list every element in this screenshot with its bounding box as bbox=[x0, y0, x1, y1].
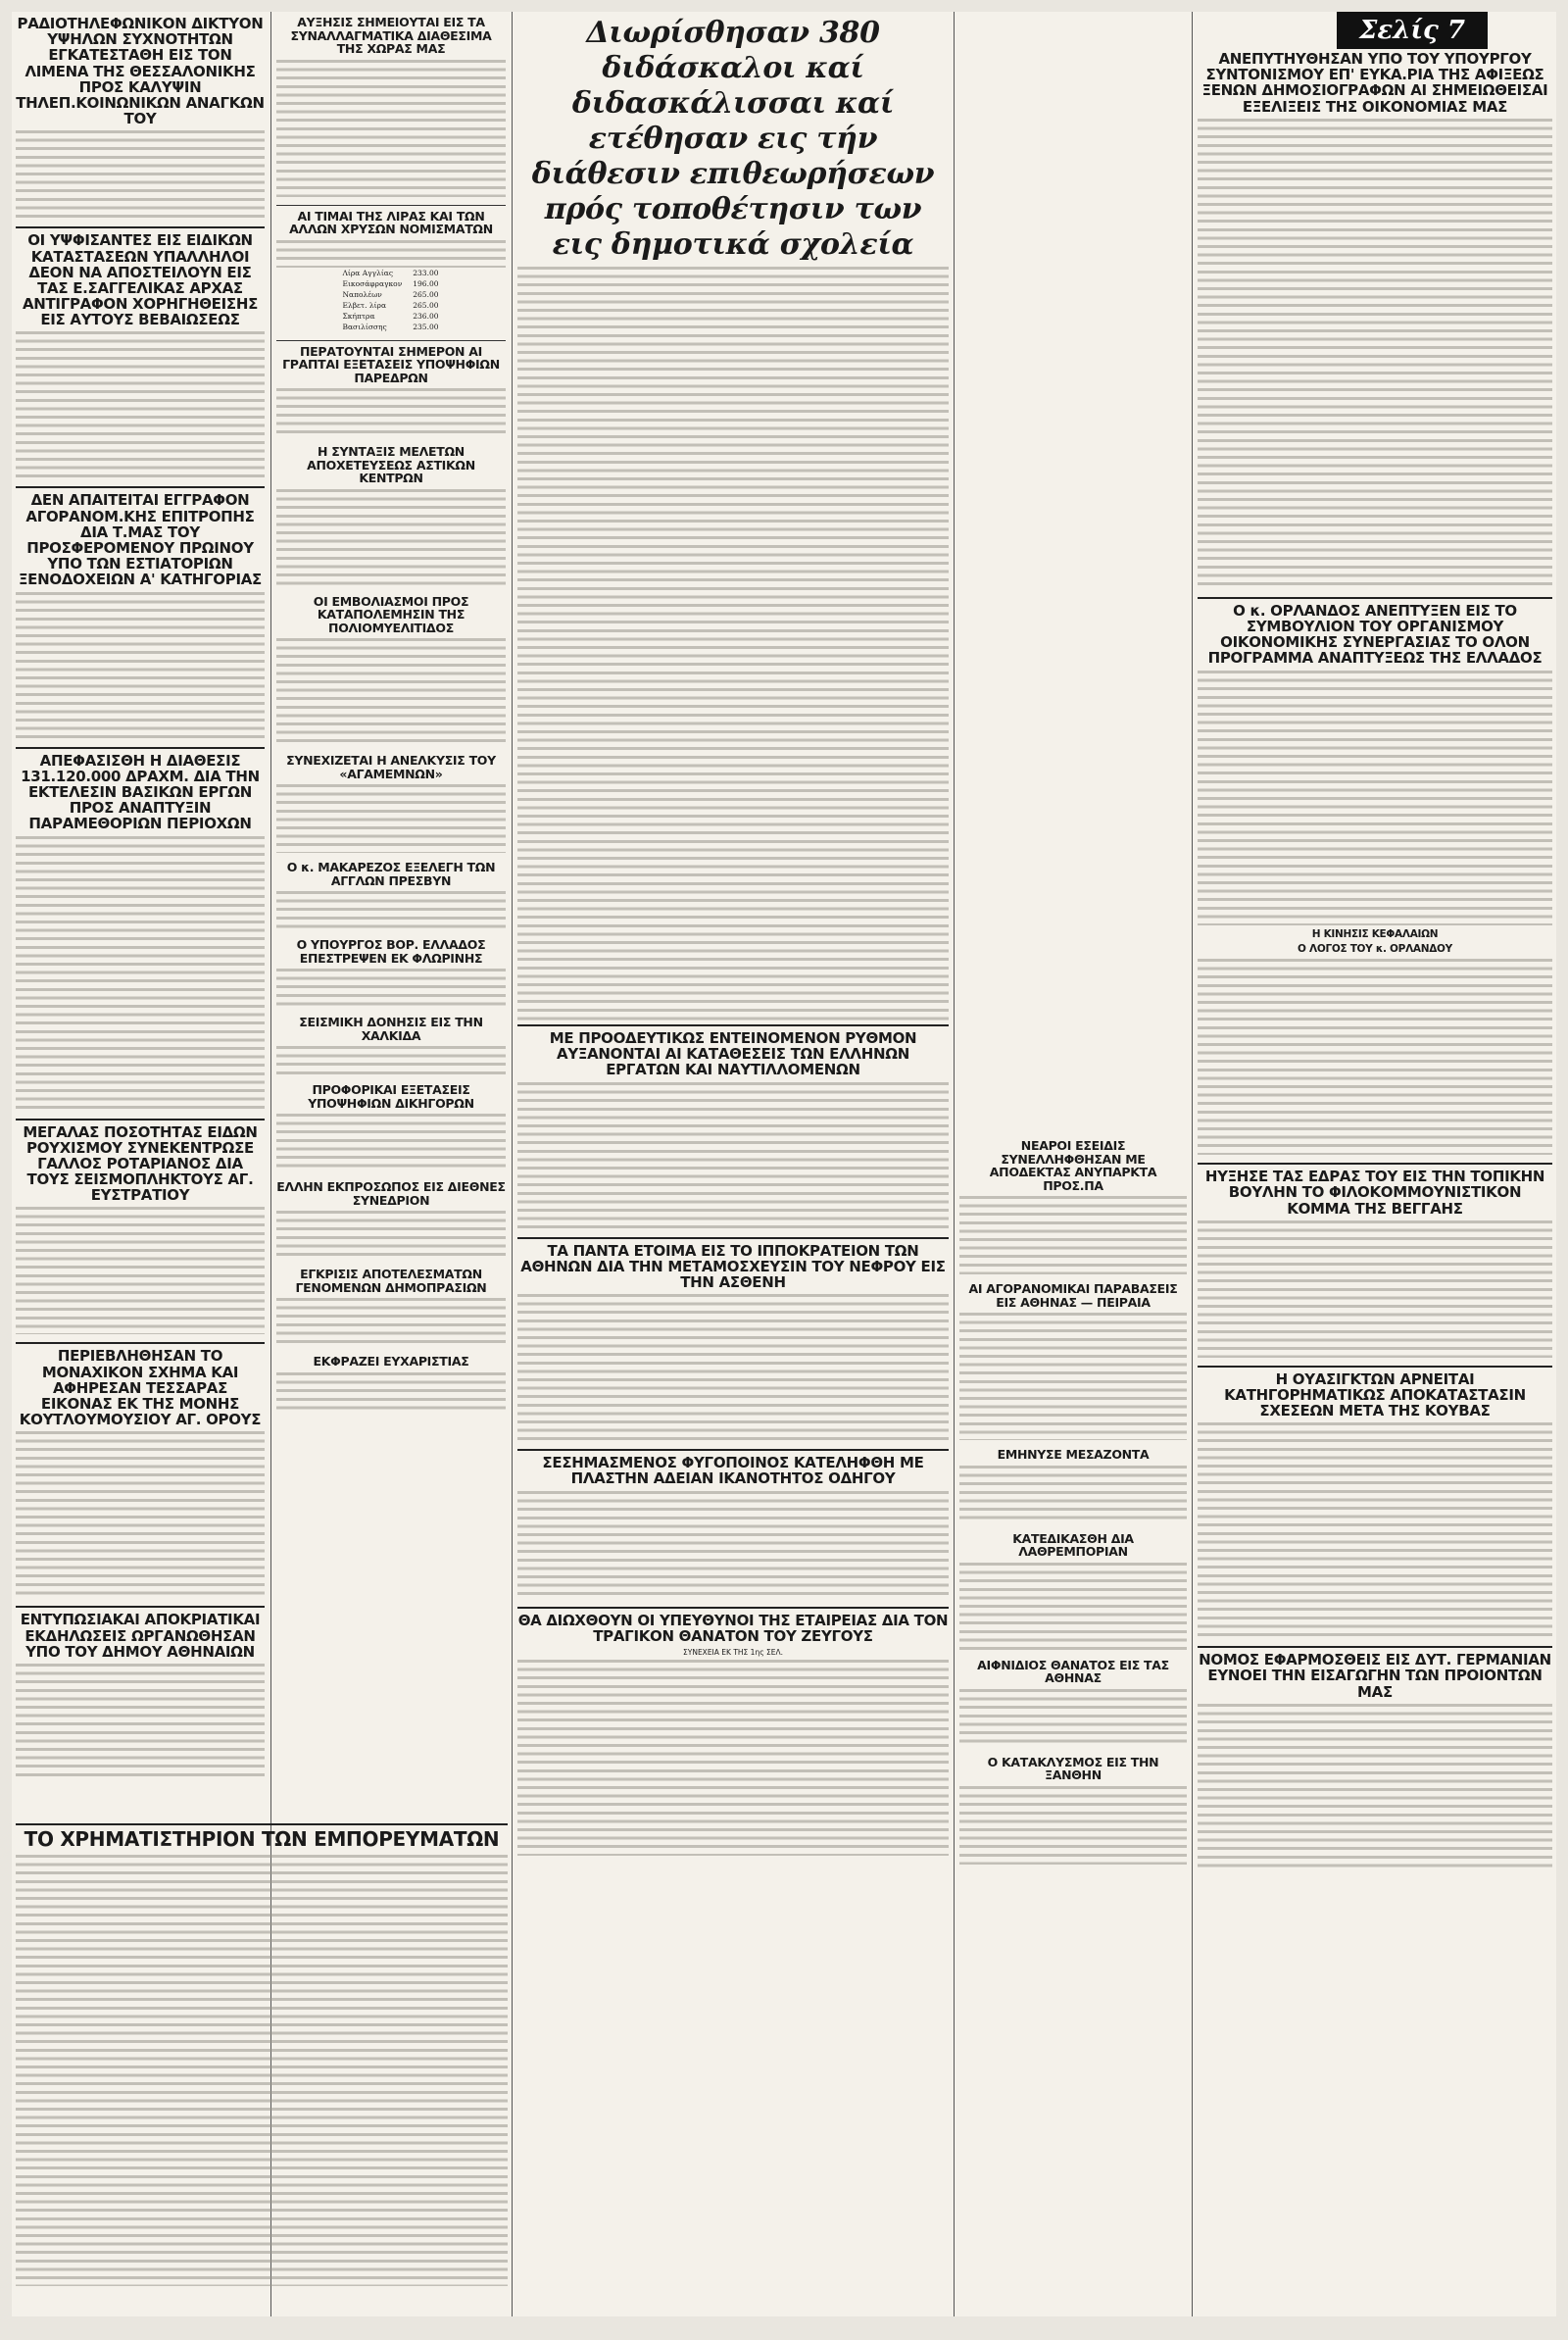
divider bbox=[1198, 1366, 1552, 1368]
headline: ΘΑ ΔΙΩΧΘΟΥΝ ΟΙ ΥΠΕΥΘΥΝΟΙ ΤΗΣ ΕΤΑΙΡΕΙΑΣ ΔΙΑ ΤΟΝ ΤΡΑΓΙΚΟΝ ΘΑΝΑΤΟΝ ΤΟΥ ΖΕΥΓΟΥΣ bbox=[517, 1611, 949, 1645]
article-body bbox=[1198, 959, 1552, 1155]
column-6 bbox=[1198, 12, 1552, 1878]
divider bbox=[16, 1119, 265, 1120]
newspaper-page bbox=[12, 12, 1556, 2316]
story-broker bbox=[959, 1448, 1187, 1524]
headline: ΤΟ ΧΡΗΜΑΤΙΣΤΗΡΙΟΝ ΤΩΝ ΕΜΠΟΡΕΥΜΑΤΩΝ bbox=[24, 1827, 500, 1851]
headline: Ο κ. ΜΑΚΑΡΕΖΟΣ ΕΞΕΛΕΓΗ ΤΩΝ ΑΓΓΛΩΝ ΠΡΕΣΒΥΝ bbox=[286, 860, 496, 888]
headline: ΕΝΤΥΠΩΣΙΑΚΑΙ ΑΠΟΚΡΙΑΤΙΚΑΙ ΕΚΔΗΛΩΣΕΙΣ ΩΡΓΑΝΩΘΗΣΑΝ ΥΠΟ ΤΟΥ ΔΗΜΟΥ ΑΘΗΝΑΙΩΝ bbox=[20, 1611, 261, 1661]
headline: ΕΚΦΡΑΖΕΙ ΕΥΧΑΡΙΣΤΙΑΣ bbox=[313, 1354, 469, 1369]
article-body bbox=[1198, 671, 1552, 925]
story-bengal bbox=[1198, 1169, 1552, 1358]
article-body bbox=[517, 1660, 949, 1856]
column-5 bbox=[959, 12, 1187, 1872]
column-rule bbox=[954, 12, 955, 2316]
story-florina bbox=[276, 938, 506, 1008]
article-body bbox=[16, 130, 265, 219]
headline: ΚΑΤΕΔΙΚΑΣΘΗ ΔΙΑ ΛΑΘΡΕΜΠΟΡΙΑΝ bbox=[1012, 1530, 1134, 1559]
divider bbox=[1198, 1646, 1552, 1648]
headline: ΑΙ ΤΙΜΑΙ ΤΗΣ ΛΙΡΑΣ ΚΑΙ ΤΩΝ ΑΛΛΩΝ ΧΡΥΣΩΝ ΝΟΜΙΣΜΑΤΩΝ bbox=[289, 208, 493, 236]
article-body bbox=[276, 891, 506, 930]
article-body bbox=[16, 1431, 265, 1598]
divider bbox=[517, 1024, 949, 1026]
story-orlandos bbox=[1198, 603, 1552, 1155]
headline: ΠΕΡΙΕΒΛΗΘΗΣΑΝ ΤΟ ΜΟΝΑΧΙΚΟΝ ΣΧΗΜΑ ΚΑΙ ΑΦΗΡΕΣΑΝ ΤΕΣΣΑΡΑΣ ΕΙΚΟΝΑΣ ΕΚ ΤΗΣ ΜΟΝΗΣ ΚΟΥΤΛΟΥΜΟΥΣΙΟΥ ΑΓ. ΟΡΟΥΣ bbox=[19, 1347, 262, 1429]
divider bbox=[517, 1607, 949, 1609]
headline: ΑΥΞΗΣΙΣ ΣΗΜΕΙΟΥΤΑΙ ΕΙΣ ΤΑ ΣΥΝΑΛΛΑΓΜΑΤΙΚΑ ΔΙΑΘΕΣΙΜΑ ΤΗΣ ΧΩΡΑΣ ΜΑΣ bbox=[290, 15, 492, 56]
column-rule bbox=[1192, 12, 1193, 2316]
story-xanthi-flood bbox=[959, 1756, 1187, 1865]
article-body bbox=[1198, 119, 1552, 589]
headline: ΝΟΜΟΣ ΕΦΑΡΜΟΣΘΕΙΣ ΕΙΣ ΔΥΤ. ΓΕΡΜΑΝΙΑΝ ΕΥΝΟΕΙ ΤΗΝ ΕΙΣΑΓΩΓΗΝ ΤΩΝ ΠΡΟΙΟΝΤΩΝ ΜΑΣ bbox=[1199, 1651, 1551, 1701]
article-body bbox=[276, 784, 506, 853]
story-reserves bbox=[276, 16, 506, 197]
headline: Η ΟΥΑΣΙΓΚΤΩΝ ΑΡΝΕΙΤΑΙ ΚΑΤΗΓΟΡΗΜΑΤΙΚΩΣ ΑΠΟΚΑΤΑΣΤΑΣΙΝ ΣΧΕΣΕΩΝ ΜΕΤΑ ΤΗΣ ΚΟΥΒΑΣ bbox=[1224, 1369, 1526, 1420]
headline: ΠΕΡΑΤΟΥΝΤΑΙ ΣΗΜΕΡΟΝ ΑΙ ΓΡΑΠΤΑΙ ΕΞΕΤΑΣΕΙΣ ΥΠΟΨΗΦΙΩΝ ΠΑΡΕΔΡΩΝ bbox=[282, 343, 500, 385]
column-1 bbox=[16, 12, 265, 1789]
story-auctions bbox=[276, 1268, 506, 1347]
article-body bbox=[276, 1372, 506, 1412]
article-body bbox=[517, 1491, 949, 1599]
article-body bbox=[16, 331, 265, 478]
article-body bbox=[517, 267, 949, 1021]
article-body bbox=[276, 969, 506, 1008]
article-body bbox=[276, 388, 506, 437]
story-cuba bbox=[1198, 1371, 1552, 1639]
divider bbox=[16, 1342, 265, 1344]
headline: ΔΕΝ ΑΠΑΙΤΕΙΤΑΙ ΕΓΓΡΑΦΟΝ ΑΓΟΡΑΝΟΜ.ΚΗΣ ΕΠΙΤΡΟΠΗΣ ΔΙΑ Τ.ΜΑΣ ΤΟΥ ΠΡΟΣΦΕΡΟΜΕΝΟΥ ΠΡΩΙΝΟΥ ΥΠΟ ΤΩΝ ΕΣΤΙΑΤΟΡΙΩΝ ΞΕΝΟΔΟΧΕΙΩΝ Α' ΚΑΤΗΓΟΡΙΑΣ bbox=[19, 491, 262, 589]
column-rule bbox=[512, 12, 513, 2316]
article-body bbox=[276, 1114, 506, 1172]
article-body bbox=[16, 836, 265, 1111]
divider bbox=[1198, 597, 1552, 599]
story-carnival bbox=[16, 1612, 265, 1781]
article-body bbox=[276, 1211, 506, 1260]
subheadline: Η ΚΙΝΗΣΙΣ ΚΕΦΑΛΑΙΩΝ bbox=[1311, 927, 1439, 940]
subheadline: Ο ΛΟΓΟΣ ΤΟΥ κ. ΟΡΛΑΝΔΟΥ bbox=[1298, 942, 1452, 955]
banner-headline: Διωρίσθησαν 380 διδάσκαλοι καί διδασκάλισσαι καί ετέθησαν εις τήν διάθεσιν επιθεωρήσεων πρός τοποθέτησιν των εις δημοτικά σχολεία bbox=[531, 16, 935, 262]
story-gold bbox=[276, 210, 506, 332]
story-journalists bbox=[1198, 51, 1552, 589]
story-smuggling bbox=[959, 1532, 1187, 1651]
story-fraud bbox=[959, 1139, 1187, 1274]
article-body bbox=[1198, 1220, 1552, 1358]
article-body bbox=[1198, 1422, 1552, 1638]
gold-price-row bbox=[342, 268, 439, 278]
article-body bbox=[959, 1689, 1187, 1748]
gold-price-row bbox=[342, 300, 439, 311]
headline: Ο κ. ΟΡΛΑΝΔΟΣ ΑΝΕΠΤΥΞΕΝ ΕΙΣ ΤΟ ΣΥΜΒΟΥΛΙΟΝ ΤΟΥ ΟΡΓΑΝΙΣΜΟΥ ΟΙΚΟΝΟΜΙΚΗΣ ΣΥΝΕΡΓΑΣΙΑΣ ΤΟ ΟΛΟΝ ΠΡΟΓΡΑΜΜΑ ΑΝΑΠΤΥΞΕΩΣ ΤΗΣ ΕΛΛΑΔΟΣ bbox=[1207, 601, 1543, 668]
headline: ΣΕΙΣΜΙΚΗ ΔΟΝΗΣΙΣ ΕΙΣ ΤΗΝ ΧΑΛΚΙΔΑ bbox=[299, 1015, 483, 1043]
story-lawyers bbox=[276, 1083, 506, 1172]
headline: ΑΙΦΝΙΔΙΟΣ ΘΑΝΑΤΟΣ ΕΙΣ ΤΑΣ ΑΘΗΝΑΣ bbox=[977, 1657, 1169, 1685]
story-hippocrateion bbox=[517, 1243, 949, 1442]
article-body bbox=[517, 1082, 949, 1229]
divider bbox=[276, 205, 506, 206]
coin-name: Εικοσάφραγκον bbox=[342, 278, 403, 288]
coin-price: 235.00 bbox=[413, 322, 439, 331]
article-body bbox=[16, 592, 265, 739]
headline: ΑΙ ΑΓΟΡΑΝΟΜΙΚΑΙ ΠΑΡΑΒΑΣΕΙΣ ΕΙΣ ΑΘΗΝΑΣ — ΠΕΙΡΑΙΑ bbox=[968, 1281, 1178, 1310]
headline: ΝΕΑΡΟΙ ΕΣΕΙΔΙΣ ΣΥΝΕΛΛΗΦΘΗΣΑΝ ΜΕ ΑΠΟΔΕΚΤΑΣ ΑΝΥΠΑΡΚΤΑ ΠΡΟΣ.ΠΑ bbox=[989, 1138, 1157, 1193]
headline: ΗΥΞΗΣΕ ΤΑΣ ΕΔΡΑΣ ΤΟΥ ΕΙΣ ΤΗΝ ΤΟΠΙΚΗΝ ΒΟΥΛΗΝ ΤΟ ΦΙΛΟΚΟΜΜΟΥΝΙΣΤΙΚΟΝ ΚΟΜΜΑ ΤΗΣ ΒΕΓΓΑΗΣ bbox=[1204, 1168, 1545, 1218]
headline: ΕΛΛΗΝ ΕΚΠΡΟΣΩΠΟΣ ΕΙΣ ΔΙΕΘΝΕΣ ΣΥΝΕΔΡΙΟΝ bbox=[276, 1179, 506, 1208]
article-body bbox=[276, 240, 506, 268]
headline: ΑΠΕΦΑΣΙΣΘΗ Η ΔΙΑΘΕΣΙΣ 131.120.000 ΔΡΑΧΜ. ΔΙΑ ΤΗΝ ΕΚΤΕΛΕΣΙΝ ΒΑΣΙΚΩΝ ΕΡΓΩΝ ΠΡΟΣ ΑΝΑΠΤΥΞΙΝ ΠΑΡΑΜΕΘΟΡΙΩΝ ΠΕΡΙΟΧΩΝ bbox=[21, 751, 260, 833]
coin-name: Βασιλίσσης bbox=[342, 322, 387, 331]
headline: ΣΕΣΗΜΑΣΜΕΝΟΣ ΦΥΓΟΠΟΙΝΟΣ ΚΑΤΕΛΗΦΘΗ ΜΕ ΠΛΑΣΤΗΝ ΑΔΕΙΑΝ ΙΚΑΝΟΤΗΤΟΣ ΟΔΗΓΟΥ bbox=[542, 1454, 924, 1488]
divider bbox=[517, 1237, 949, 1239]
coin-name: Λίρα Αγγλίας bbox=[342, 268, 394, 277]
gold-price-row bbox=[342, 322, 439, 332]
headline: ΡΑΔΙΟΤΗΛΕΦΩΝΙΚΟΝ ΔΙΚΤΥΟΝ ΥΨΗΛΩΝ ΣΥΧΝΟΤΗΤΩΝ ΕΓΚΑΤΕΣΤΑΘΗ ΕΙΣ ΤΟΝ ΛΙΜΕΝΑ ΤΗΣ ΘΕΣΣΑΛΟΝΙΚΗΣ ΠΡΟΣ ΚΑΛΥΨΙΝ ΤΗΛΕΠ.ΚΟΙΝΩΝΙΚΩΝ ΑΝΑΓΚΩΝ ΤΟΥ bbox=[16, 15, 265, 128]
headline: ΟΙ ΕΜΒΟΛΙΑΣΜΟΙ ΠΡΟΣ ΚΑΤΑΠΟΛΕΜΗΣΙΝ ΤΗΣ ΠΟΛΙΟΜΥΕΛΙΤΙΔΟΣ bbox=[313, 593, 469, 635]
article-body bbox=[517, 1294, 949, 1441]
article-body bbox=[276, 60, 506, 197]
coin-name: Ναπολέων bbox=[342, 289, 382, 299]
divider bbox=[16, 486, 265, 488]
gold-price-row bbox=[342, 311, 439, 322]
divider bbox=[16, 1606, 265, 1608]
story-employees bbox=[16, 232, 265, 478]
divider bbox=[16, 226, 265, 228]
coin-price: 196.00 bbox=[413, 278, 439, 288]
article-body bbox=[959, 1196, 1187, 1274]
story-thanks bbox=[276, 1355, 506, 1412]
headline: ΠΡΟΦΟΡΙΚΑΙ ΕΞΕΤΑΣΕΙΣ ΥΠΟΨΗΦΙΩΝ ΔΙΚΗΓΟΡΩΝ bbox=[308, 1082, 474, 1111]
article-body bbox=[16, 1664, 265, 1781]
article-body bbox=[16, 1207, 265, 1334]
article-body bbox=[1198, 1704, 1552, 1870]
story-breakfast bbox=[16, 492, 265, 738]
headline: ΤΑ ΠΑΝΤΑ ΕΤΟΙΜΑ ΕΙΣ ΤΟ ΙΠΠΟΚΡΑΤΕΙΟΝ ΤΩΝ ΑΘΗΝΩΝ ΔΙΑ ΤΗΝ ΜΕΤΑΜΟΣΧΕΥΣΙΝ ΤΟΥ ΝΕΦΡΟΥ ΕΙΣ ΤΗΝ ΑΣΘΕΝΗ bbox=[520, 1241, 946, 1291]
headline: ΟΙ ΥΨΦΙΣΑΝΤΕΣ ΕΙΣ ΕΙΔΙΚΩΝ ΚΑΤΑΣΤΑΣΕΩΝ ΥΠΑΛΛΗΛΟΙ ΔΕΟΝ ΝΑ ΑΠΟΣΤΕΙΛΟΥΝ ΕΙΣ ΤΑΣ Ε.ΣΑΓΓΕΛΙΚΑΣ ΑΡΧΑΣ ΑΝΤΙΓΡΑΦΟΝ ΧΟΡΗΓΗΘΕΙΣΗΣ ΕΙΣ ΑΥΤΟΥΣ ΒΕΒΑΙΩΣΕΩΣ bbox=[22, 231, 259, 329]
story-131m bbox=[16, 753, 265, 1111]
divider bbox=[16, 747, 265, 749]
story-deposits bbox=[517, 1030, 949, 1229]
story-congress bbox=[276, 1180, 506, 1260]
article-body bbox=[276, 1046, 506, 1075]
headline: ΣΥΝΕΧΙΖΕΤΑΙ Η ΑΝΕΛΚΥΣΙΣ ΤΟΥ «ΑΓΑΜΕΜΝΩΝ» bbox=[286, 753, 496, 781]
story-makarezos bbox=[276, 861, 506, 930]
story-polio bbox=[276, 595, 506, 747]
headline: ΕΜΗΝΥΣΕ ΜΕΣΑΖΟΝΤΑ bbox=[997, 1447, 1150, 1462]
story-rotarian bbox=[16, 1124, 265, 1335]
gold-price-row bbox=[342, 278, 439, 289]
story-germany bbox=[1198, 1652, 1552, 1870]
article-body bbox=[959, 1466, 1187, 1524]
story-radio-network bbox=[16, 16, 265, 219]
coin-name: Σκήπτρα bbox=[342, 311, 375, 321]
divider bbox=[1198, 1163, 1552, 1165]
headline: Η ΣΥΝΤΑΞΙΣ ΜΕΛΕΤΩΝ ΑΠΟΧΕΤΕΥΣΕΩΣ ΑΣΤΙΚΩΝ ΚΕΝΤΡΩΝ bbox=[307, 444, 475, 485]
headline: ΑΝΕΠΥΤΗΥΘΗΣΑΝ ΥΠΟ ΤΟΥ ΥΠΟΥΡΓΟΥ ΣΥΝΤΟΝΙΣΜΟΥ ΕΠ' ΕΥΚΑ.ΡΙΑ ΤΗΣ ΑΦΙΞΕΩΣ ΞΕΝΩΝ ΔΗΜΟΣΙΟΓΡΑΦΩΝ ΑΙ ΣΗΜΕΙΩΘΕΙΣΑΙ ΕΞΕΛΙΞΕΙΣ ΤΗΣ ΟΙΚΟΝΟΜΙΑΣ ΜΑΣ bbox=[1201, 50, 1548, 116]
story-fugitive bbox=[517, 1455, 949, 1598]
coin-price: 265.00 bbox=[413, 289, 439, 299]
divider bbox=[517, 1449, 949, 1451]
banner-story bbox=[517, 12, 949, 1864]
article-body bbox=[276, 1298, 506, 1347]
article-body bbox=[16, 1855, 508, 2286]
headline: ΜΕ ΠΡΟΟΔΕΥΤΙΚΩΣ ΕΝΤΕΙΝΟΜΕΝΟΝ ΡΥΘΜΟΝ ΑΥΞΑΝΟΝΤΑΙ ΑΙ ΚΑΤΑΘΕΣΕΙΣ ΤΩΝ ΕΛΛΗΝΩΝ ΕΡΓΑΤΩΝ ΚΑΙ ΝΑΥΤΙΛΛΟΜΕΝΩΝ bbox=[549, 1029, 917, 1079]
divider bbox=[16, 1823, 508, 1825]
headline: ΕΓΚΡΙΣΙΣ ΑΠΟΤΕΛΕΣΜΑΤΩΝ ΓΕΝΟΜΕΝΩΝ ΔΗΜΟΠΡΑΣΙΩΝ bbox=[295, 1267, 487, 1295]
gold-price-table bbox=[342, 268, 439, 332]
coin-price: 236.00 bbox=[413, 311, 439, 321]
article-body bbox=[959, 1313, 1187, 1440]
article-body bbox=[959, 1786, 1187, 1865]
coin-price: 233.00 bbox=[413, 268, 439, 277]
headline: ΜΕΓΑΛΑΣ ΠΟΣΟΤΗΤΑΣ ΕΙΔΩΝ ΡΟΥΧΙΣΜΟΥ ΣΥΝΕΚΕΝΤΡΩΣΕ ΓΑΛΛΟΣ ΡΟΤΑΡΙΑΝΟΣ ΔΙΑ ΤΟΥΣ ΣΕΙΣΜΟΠΛΗΚΤΟΥΣ ΑΓ. ΕΥΣΤΡΑΤΙΟΥ bbox=[23, 1122, 258, 1205]
story-sudden-death bbox=[959, 1659, 1187, 1748]
article-body bbox=[276, 489, 506, 587]
story-chalkida bbox=[276, 1016, 506, 1075]
story-exams bbox=[276, 345, 506, 438]
headline: Ο ΥΠΟΥΡΓΟΣ ΒΟΡ. ΕΛΛΑΔΟΣ ΕΠΕΣΤΡΕΨΕΝ ΕΚ ΦΛΩΡΙΝΗΣ bbox=[296, 937, 486, 966]
article-body bbox=[276, 638, 506, 746]
headline: Ο ΚΑΤΑΚΛΥΣΜΟΣ ΕΙΣ ΤΗΝ ΞΑΝΘΗΝ bbox=[987, 1754, 1159, 1782]
gold-price-row bbox=[342, 289, 439, 300]
coin-name: Ελβετ. λίρα bbox=[342, 300, 387, 310]
continuation-label: ΣΥΝΕΧΕΙΑ ΕΚ ΤΗΣ 1ης ΣΕΛ. bbox=[683, 1647, 783, 1657]
column-2 bbox=[276, 12, 506, 1419]
story-market bbox=[959, 1282, 1187, 1440]
coin-price: 265.00 bbox=[413, 300, 439, 310]
commodities-section bbox=[16, 1820, 508, 2286]
story-agamemnon bbox=[276, 754, 506, 853]
page-number-label: Σελίς 7 bbox=[1337, 12, 1488, 49]
article-body bbox=[959, 1563, 1187, 1651]
divider bbox=[276, 340, 506, 341]
story-sewage bbox=[276, 445, 506, 587]
story-couple-death bbox=[517, 1613, 949, 1856]
story-mt-athos bbox=[16, 1348, 265, 1598]
